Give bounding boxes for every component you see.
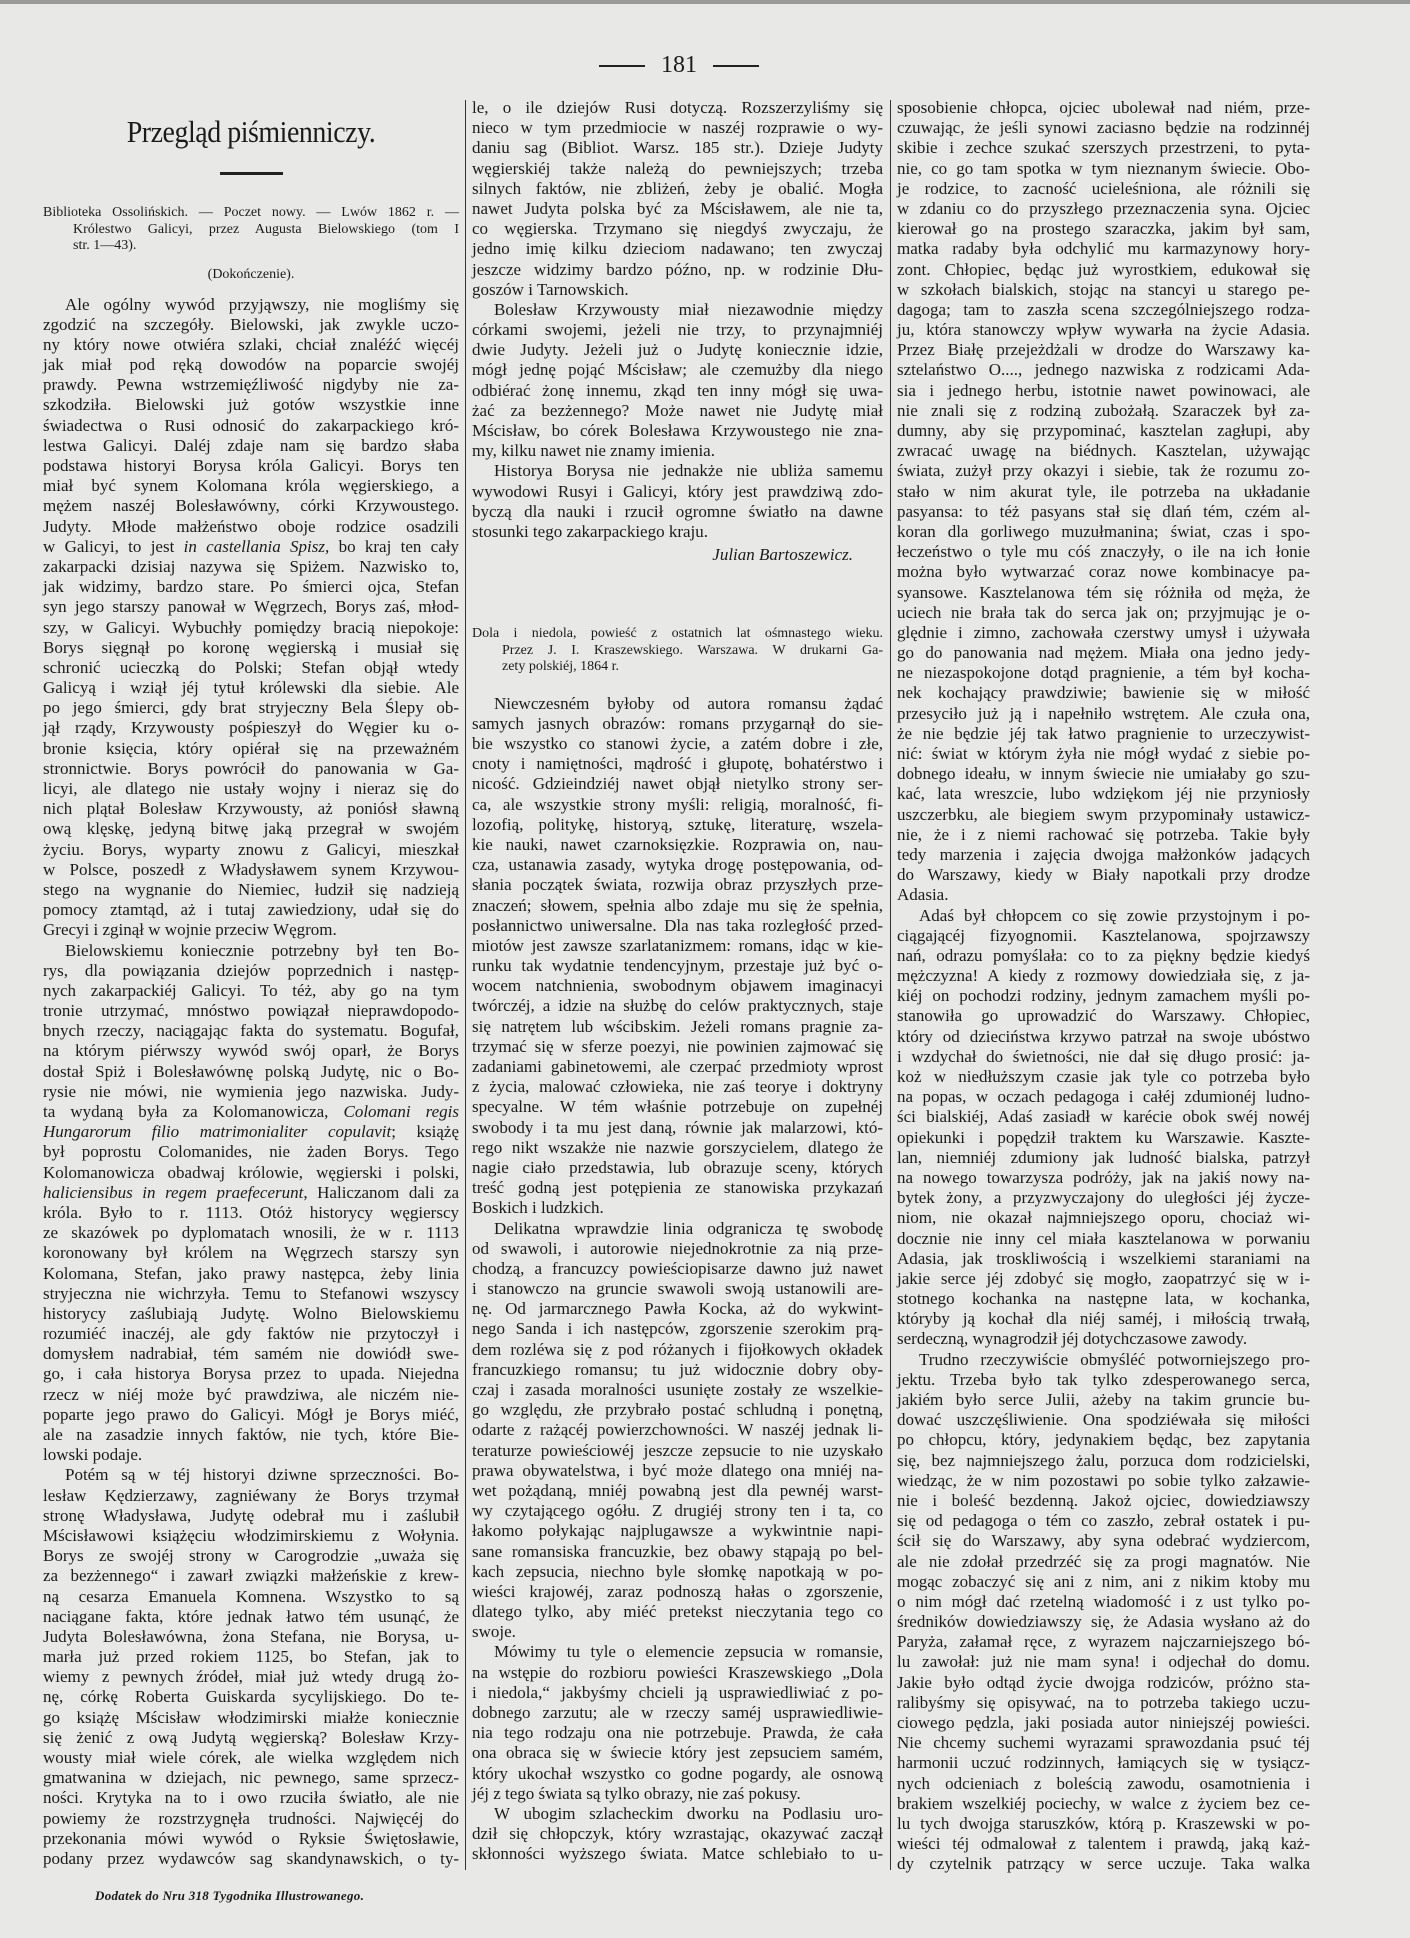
text-line: uciech nie brała tak do serca jak on; przyjmując je o- [897,602,1310,622]
section-title: Przegląd piśmienniczy. [126,114,376,149]
text-line: mogąc zobaczyć się ani z nim, ani z nikim ktoby mu [897,1571,1310,1591]
text-line: kie nauki, nawet czarnoksięzkie. Rozprawia on, nau- [472,834,883,854]
text-line: ca, ale wszystkie strony myśli: religią, moralność, fi- [472,794,883,814]
text-line: nego Sanda i ich następców, zgorszenie szerokim prą- [472,1319,883,1339]
text-line: Trudno rzeczywiście obmyśléć potworniejszego pro- [919,1349,1310,1369]
text-line: Nie chcemy suchemi wyrazami sprawozdania psuć téj [897,1733,1310,1753]
text-line: opiekunki i popędził traktem ku Warszawie. Kaszte- [897,1127,1310,1147]
column-2-text [472,98,883,1865]
italic-phrase: Hungarorum filio matrimonialiter copulavit [43,1122,392,1142]
text-line: ze skazówek po dyplomatach wnosili, że w r. 1113 [43,1223,459,1243]
text-line: Galicyą i wziął jéj tytuł królewski dla siebie. Ale [43,678,459,698]
text-line: gmatwanina w dziejach, nic pewnego, same sprzecz- [43,1768,459,1788]
text-line: Delikatna wprawdzie linia odgranicza tę swobodę [494,1218,883,1238]
text-line: powiemy że rozstrzygnęła trudności. Najwięcéj do [43,1808,459,1828]
text-line: jektu. Trzeba było tak tylko zdesperowanego serca, [897,1369,1310,1389]
text-line: od swawoli, i autorowie niejednokrotnie za nią prze- [472,1238,883,1258]
text-line: nę. Od jarmarcznego Pawła Kocka, aż do wykwint- [472,1299,883,1319]
text-line: silnych faktów, nie zbliżeń, żeby je obalić. Mogła [472,178,883,198]
text-line: Judyty. Młode małżeństwo oboje rodzice osadzili [43,516,459,536]
text-line: uszczerbku, ale biegiem swym przypominały ustawicz- [897,804,1310,824]
text-line: skłonności wyższego świata. Matce schlebiało to u- [472,1844,883,1864]
text-line: nia tego rodzaju ona nie potrzebuje. Prawda, że cała [472,1723,883,1743]
text-line: lu zawołał: już nie mam syna! i odjechał do domu. [897,1652,1310,1672]
text-line: nie, co go tam spotka w tym nieznanym świecie. Obo- [897,158,1310,178]
text-line: ju, która stanowczy wpływ wywarła na życie Adasia. [897,320,1310,340]
text-line: go do panowania nad mężem. Miała ona jedno jedy- [897,643,1310,663]
text-line: ną cesarza Emanuela Komnena. Wszystko to są [43,1586,459,1606]
text-line: dwie Judyty. Jeżeli już o Judytę koniecznie idzie, [472,340,883,360]
text-line: Jakie było odtąd życie dwojga rodziców, próżno sta- [897,1672,1310,1692]
text-line: stało w nim akurat tyle, ile potrzeba na układanie [897,481,1310,501]
text-line: się natrętem lub wścibskim. Jeżeli romans pragnie za- [472,1016,883,1036]
text-line: bytek żony, a przyzwyczajony do uległości jéj życze- [897,1188,1310,1208]
text-line: w szkołach bialskich, stojąc na stancyi u starego pe- [897,279,1310,299]
text-line: który ukochał wszystko co godne pogardy, ale osnową [472,1763,883,1783]
text-line: lesław Kędzierzawy, zagniéwany że Borys trzymał [43,1485,459,1505]
paragraph-block [43,1465,459,1869]
text-line: syn jego starszy panował w Węgrzech, Borys zaś, młod- [43,597,459,617]
text-line: bie wszystko co stanowi życie, a zatém dobre i złe, [472,734,883,753]
text-line: łakomo połykając najplugawsze a wykwintnie napi- [472,1521,883,1541]
text-line: sia i jednego herbu, istotnie nawet powinowaci, ale [897,380,1310,400]
text-line: ności. Krytyka na to i owo rzuciła światło, ale nie [43,1788,459,1808]
text-line: chodzą, a francuzcy powieściopisarze dawno już nawet [472,1258,883,1278]
text-line: rys, dla powiązania dziejów poprzednich i następ- [43,960,459,980]
text-line: go względu, złe przybrało postać schludną i ponętną, [472,1400,883,1420]
text-line: skibie i zechce szukać szerszych przestrzeni, to pyta- [897,138,1310,158]
text-line: życiu. Borys, wyparty znowu z Galicyi, mieszkał [43,839,459,859]
text-line: prawdy. Pewna wstrzemięźliwość nigdyby nie za- [43,375,459,395]
text-line: przekonania mówi wywód o Ryksie Świętosławie, [43,1828,459,1848]
text-line: ne niezaspokojone dotąd pragnienie, a tém był kocha- [897,663,1310,683]
text-line: Niewczesném byłoby od autora romansu żądać [494,693,883,713]
text-line: że nie będzie jéj tak łatwo pragnienie to urzeczywist- [897,723,1310,743]
text-line: W ubogim szlacheckim dworku na Podlasiu uro- [494,1803,883,1823]
text-line [43,1122,459,1142]
text-line: na wstępie do rozbioru powieści Kraszewskiego „Dola [472,1662,883,1682]
text-line: dować uszczęśliwienie. Ona spodziéwała się miłości [897,1410,1310,1430]
text-segment: , Haliczanom dali za [303,1182,459,1202]
paragraph-block [472,694,883,1219]
text-line: dobnego ideału, w innym świecie nie umiałaby go szu- [897,764,1310,784]
text-line: Dola i niedola, powieść z ostatnich lat ośmnastego wieku. [472,626,883,642]
text-line: ale nie zdołał przedrzéć się za progi magnatów. Nie [897,1551,1310,1571]
text-line: Biblioteka Ossolińskich. — Poczet nowy. — Lwów 1862 r. — [43,205,459,220]
text-line: teraturze powieściowéj jeszcze zepsucie to nie uzyskało [472,1440,883,1460]
text-line: podstawa historyi Borysa króla Galicyi. Borys ten [43,456,459,475]
text-line: któryby ją kochał dla niéj saméj, i miłością trwałą, [897,1309,1310,1329]
text-line: mógł jednę pojąć Mścisław; ale czemużby dla niego [472,360,883,380]
text-line: nich plątał Bolesław Krzywousty, aż poniósł sławną [43,799,459,819]
dash-ornament [599,65,645,67]
paragraph-block [897,1350,1310,1875]
text-line: ową klęskę, jedyną bitwę jaką przegrał w swojém [43,819,459,839]
text-line: sane romansiska francuzkie, bez obawy stąpają po bel- [472,1541,883,1561]
text-line: stego na wygnanie do Niemiec, łudził się nadzieją [43,879,459,899]
text-line: marła już przed rokiem 1125, bo Stefan, jak to [43,1647,459,1667]
italic-phrase: in castellania Spisz, [183,536,330,556]
text-line: historycy zaślubiają Judytę. Wolno Bielowskiemu [43,1303,459,1323]
text-line: do Warszawy, kiedy w Biały napotkali przy drodze [897,865,1310,885]
text-line: Ale ogólny wywód przyjąwszy, nie mogliśmy się [65,294,459,314]
text-line: odbiérać żonę innemu, zkąd ten inny mógł się uwa- [472,380,883,400]
column-3 [897,98,1310,1875]
text-line: nych zakarpackiéj Galicyi. To téż, aby go na tym [43,980,459,1000]
text-line: nie, że i z niemi rachować się potrzeba. Takie były [897,824,1310,844]
text-line: nieco w tym przedmiocie w naszéj rozprawie o wy- [472,118,883,138]
text-line: rysie nie mówi, nie wymienia jego nazwiska. Judy- [43,1081,459,1101]
text-line: można było wytwarzać coraz nowe kombinacye pa- [897,562,1310,582]
text-line: dumny, aby się przypominać, kasztelan zagłupi, aby [897,421,1310,440]
text-line: naciągane fakta, które jednak łatwo tém usunąć, że [43,1606,459,1626]
text-line: jął rządy, Krzywousty pośpieszył do Węgier ku o- [43,718,459,738]
paragraph-block [472,461,883,542]
text-line: dostał Spiż i Bolesławównę polską Judytę, nic o Bo- [43,1061,459,1081]
paragraph-block [472,300,883,462]
text-line: trzymać się w sferze poezyi, nie powinien zajmować się [472,1036,883,1056]
text-line: jak miał pod ręką dowodów na poparcie swojéj [43,355,459,375]
text-line: się żenić z ową Judytą węgierską? Bolesław Krzy- [43,1727,459,1747]
text-line: na nowego towarzysza podróży, jak na jakiś nowy na- [897,1167,1310,1187]
text-line: tronie utrzymać, mnóstwo powiązał nieprawdopodo- [43,1001,459,1021]
text-line: i stanowczo na gruncie swawoli swoją ustanowili are- [472,1279,883,1299]
text-line: stotnego kochanka na następne lata, w kochanka, [897,1289,1310,1309]
text-line: czaj i zasada moralności usunięte zostały ze wszelkie- [472,1380,883,1399]
text-line: żać za bezżennego? Może nawet nie Judytę miał [472,400,883,420]
text-line: cza, ustanawia zasady, wytyka drogę postępowania, od- [472,855,883,875]
text-line: koronowany był królem na Węgrzech starszy syn [43,1243,459,1263]
text-line: z życia, malować człowieka, nie zaś teorye i doktryny [472,1077,883,1097]
text-line: mężczyzna! A kiedy z rozmowy dowiedziała się, z ja- [897,966,1310,986]
text-line: ści bialskiéj, Adaś zasiadł w karécie obok swéj nowéj [897,1107,1310,1127]
text-line: jeszcze widzimy bardzo późno, np. w rodzinie Dłu- [472,259,883,279]
text-line: runku tak wydatnie tendencyjnym, przestaje już być o- [472,956,883,976]
text-line: Boskich i ludzkich. [472,1198,604,1218]
text-line: po jego śmierci, gdy brat stryjeczny Bela Ślepy ob- [43,698,459,718]
text-line: i wzdychał do świetności, nie dał się długo prosić: ja- [897,1046,1310,1066]
text-line: swoje. [472,1622,516,1642]
text-line: miotów jest zawsze szarlatanizmem: romans, idąc w kie- [472,935,883,955]
text-segment: bo kraj ten cały [329,536,459,556]
text-line: ralibyśmy się opisywać, na to potrzeba takiego uczu- [897,1692,1310,1712]
text-line: jak widzimy, bardzo stare. Po śmierci ojca, Stefan [43,577,459,597]
text-line: my, kilku nawet nie znamy imienia. [472,441,715,461]
text-line: Adaś był chłopcem co się zowie przystojnym i po- [919,905,1310,925]
text-line [43,1183,459,1203]
note-block: (Dokończenie). [207,266,295,282]
signature-block: Julian Bartoszewicz. [712,545,853,565]
text-line: licyi, ale dlatego nie ustały wojny i nieraz się do [43,779,459,798]
text-line: domysłem nadrabiał, tém samém nie dowiódł swe- [43,1344,459,1364]
text-line: kierował go na prostego szaraczka, jakim był sam, [897,219,1310,239]
text-line: Królestwo Galicyi, przez Augusta Bielowskiego (tom I [73,221,459,237]
text-line: posłannictwo uniwersalne. Dla nas taka rozległość przed- [472,915,883,935]
page-number-text: 181 [661,52,697,78]
text-line: zont. Chłopiec, będąc już wyrostkiem, edukował się [897,259,1310,279]
text-line: niom, nie okazał najmniejszego oporu, chociaż wi- [897,1208,1310,1228]
text-line: go książę Mścisław włodzimirski miałże koniecznie [43,1707,459,1727]
text-line: dził się chłopczyk, który wzrastając, okazywać zaczął [472,1824,883,1844]
text-line: się od pedagoga o tém co zaszło, zebrał ostatek i pu- [897,1511,1310,1531]
column-1 [43,0,459,1869]
text-line: nicość. Gdzieindziéj nawet objął nietylko strony ser- [472,774,883,794]
text-line: rzecz w niéj może być prawdziwa, ale niczém nie- [43,1384,459,1404]
text-line: wieści krajowéj, zaraz podnoszą hałas o zgorszenie, [472,1581,883,1601]
text-line: wieści téj odmalował z talentem i prawdą, jaką każ- [897,1834,1310,1854]
text-line: węgierskiéj także należą do pewniejszych; trzeba [472,158,883,178]
text-line: brakiem wszelkiéj pociechy, w walce z życiem bez ce- [897,1793,1310,1813]
text-line: ścił się do Warszawy, aby syna odebrać wydziercom, [897,1531,1310,1551]
text-line: je rodzice, to zacność ucieleśniona, ale różnili się [897,178,1310,198]
text-line: nie znali się z rodziną zubożałą. Szaraczek był za- [897,400,1310,420]
text-line: Adasia, jak troskliwością i wszelkiemi staraniami na [897,1248,1310,1268]
text-line: Bolesław Krzywousty miał niezawodnie między [494,299,883,319]
text-line: mężem naszéj Bolesławówny, córki Krzywoustego. [43,496,459,516]
text-line: koż w niedłuższym czasie jak tyle co potrzeba było [897,1067,1310,1086]
text-line: był poprostu Colomanides, nie żaden Borys. Tego [43,1142,459,1162]
text-line: ale na zasadzie innych faktów, nie tych, które Bie- [43,1425,459,1444]
text-line: Kolomanowicza obadwaj królowie, węgierski i polski, [43,1162,459,1182]
text-line: jedno imię kilku dzieciom nadawano; ten zwyczaj [472,239,883,259]
text-line: co węgierska. Trzymano się niegdyś zwyczaju, że [472,219,883,239]
text-line: nę, córkę Roberta Guiskarda sycylijskiego. Do te- [43,1687,459,1707]
text-segment: w Galicyi, to jest [43,536,184,556]
column-rule [465,100,466,1870]
text-line: stronę Władysława, Judytę odebrał mu i zaślubił [43,1505,459,1525]
text-line: twórczéj, a idzie na służbę do celów praktycznych, staje [472,996,883,1016]
text-line: nań, odrazu pomyślała: co to za piękny będzie kiedyś [897,945,1310,965]
text-line: kach zepsucia, niechno byle słomkę napotkają w po- [472,1561,883,1581]
text-line: wiedząc, że w nim pozostawi po sobie tylko załzawie- [897,1470,1310,1490]
text-line: wywodowi Rusyi i Galicyi, który jest prawdziwą zdo- [472,481,883,501]
text-line: nagie ciało przedstawia, lub obrazuje sceny, których [472,1157,883,1177]
text-line: le, o ile dziejów Rusi dotyczą. Rozszerzyliśmy się [472,98,883,117]
text-line: bronie księcia, który opiérał się na przeważném [43,738,459,758]
text-line: dlatego tylko, aby miéć pretekst nieczytania tego co [472,1602,883,1622]
text-line: rozumiéć inaczéj, ale gdy faktów nie przytoczył i [43,1324,459,1344]
text-line: stosunki tego zakarpackiego kraju. [472,521,709,541]
text-line: pasyansa: to téż pasyans stał się dlań tém, czém al- [897,501,1310,521]
text-line: Bielowskiemu koniecznie potrzebny był ten Bo- [65,940,459,960]
text-line: francuzkiego romansu; tu już widocznie dobry oby- [472,1359,883,1379]
text-line: tedy marzenia i zajęcia dwojga małżonków jadących [897,844,1310,864]
text-line: który od dzieciństwa krzywo patrzał na swoje ubóstwo [897,1026,1310,1046]
text-line: lozofią, politykę, historyą, sztukę, literaturę, wszela- [472,814,883,834]
text-line: zakarpacki dzisiaj nazywa się Spiżem. Nazwisko to, [43,556,459,576]
text-line: łeczeństwo o tyle mu cóś znaczyły, o ile na ich łonie [897,542,1310,562]
text-line: cnoty i namiętności, mądrość i głupotę, bohatérstwo i [472,754,883,774]
text-line: nić: świat w którym żyła nie mógł wydać z siebie po- [897,744,1310,763]
text-line: sposobienie chłopca, ojciec ubolewał nad niém, prze- [897,98,1310,117]
text-line: lan, niemniéj zdumiony jak ludność bialska, patrzył [897,1147,1310,1167]
text-line: swobody i ta mu jest daną, równie jak malarzowi, któ- [472,1117,883,1137]
text-line: Grecyi i zginął w wojnie przeciw Węgrom. [43,920,337,940]
text-line: dobnego zarzutu; ale w rzeczy saméj usprawiedliwie- [472,1703,883,1722]
paragraph-continued-block [472,98,883,300]
text-line: Kolomana, Stefan, jako prawy następca, żeby linia [43,1263,459,1283]
italic-phrase: haliciensibus in regem praefecerunt [43,1182,304,1202]
text-line: Mścisławowi książęciu włodzimirskiemu z Wołynia. [43,1525,459,1545]
text-line: jakie serce jéj zdobyć się mogło, zaopatrzyć się w i- [897,1268,1310,1288]
text-line: jéj z tego świata są tylko obrazy, nie zaś pokusy. [472,1783,801,1803]
text-line: średników dowiedziawszy się, że Adasia wysłano aż do [897,1612,1310,1632]
paragraph-block [472,1804,883,1865]
italic-phrase: Colomani regis [343,1102,459,1121]
supplement-footer: Dodatek do Nru 318 Tygodnika Illustrowanego. [95,1888,365,1903]
text-line: str. 1—43). [73,238,137,253]
text-line: Przez J. I. Kraszewskiego. Warszawa. W drukarni Ga- [502,642,883,658]
text-line: go, i cała historya Borysa przez to upada. Niejedna [43,1364,459,1384]
text-line: czuwając, że jeśli synowi zaciasno będzie na rodzinnéj [897,118,1310,138]
text-line [43,537,459,557]
text-line: ględnie i zimno, zachowała czerstwy umysł i używała [897,622,1310,642]
text-line: stryjeczna nie wichrzyła. Temu to Stefanowi wszyscy [43,1283,459,1303]
text-line: samych jasnych obrazów: romans przygarnął do sie- [472,713,883,733]
text-line: sztelaństwo O...., jednego nazwiska z rodzicami Ada- [897,360,1310,380]
page-number [579,50,779,80]
text-line: dem rozléwa się z pod różanych i fijołkowych okładek [472,1339,883,1359]
text-line: odarte z rażącéj powierzchowności. W naszéj jednak li- [472,1420,883,1440]
text-line: ny który nowe otwiéra szlaki, chciał znaléźć więcéj [43,334,459,354]
text-line: stronnictwie. Borys powrócił do panowania w Ga- [43,758,459,778]
text-line: Mówimy tu tyle o elemencie zepsucia w romansie, [494,1642,883,1662]
citation-block [43,205,459,255]
text-line: goszów i Tarnowskich. [472,279,629,299]
text-line: rego nikt wszakże nie nazwie gorszycielem, dlatego że [472,1137,883,1157]
text-line: poparte jego prawo do Galicyi. Mógł je Borys miéć, [43,1404,459,1424]
text-line: przesyciło już ją i napełniło wstrętem. Ale czuła ona, [897,703,1310,723]
text-line: w Polsce, poszedł z Władysławem synem Krzywou- [43,859,459,879]
text-line: lestwa Galicyi. Daléj zdaje nam się bardzo słaba [43,435,459,455]
text-line: kać, lata wreszcie, lubo wdziękom jéj nie przyniosły [897,784,1310,804]
text-line: Judyta Bolesławówna, żona Stefana, nie Borysa, u- [43,1626,459,1646]
text-line: matka radaby była odchylić mu karmazynowy hory- [897,239,1310,259]
text-line: na popas, w oczach pedagoga i całéj zdumionéj ludno- [897,1087,1310,1107]
text-line: w zdaniu co do przyszłego przeznaczenia syna. Ojciec [897,198,1310,218]
text-line: nie i boleść bezdenną. Jakoż ojciec, dowiedziawszy [897,1490,1310,1510]
text-line: zwracać uwagę na biédnych. Kasztelan, używając [897,441,1310,461]
text-line: wousty miał wiele córek, ale wielka względem nich [43,1748,459,1767]
text-line: o nim mógł dać rzetelną wiadomość i z ust tylko po- [897,1591,1310,1611]
text-line: króla. Było to r. 1113. Otóż historycy węgierscy [43,1202,459,1222]
text-line: wocem natchnienia, swobodnym objawem imaginacyi [472,976,883,996]
text-line: znaczeń; słowem, spełnia albo zdaje mu się że spełnia, [472,895,883,915]
citation-block [472,626,883,676]
text-line: specyalne. W tém właśnie potrzebuje on zupełnéj [472,1097,883,1117]
text-line: zety polskiéj, 1864 r. [502,659,620,675]
text-line: podany przez wydawców sag skandynawskich, o ty- [43,1848,459,1868]
text-line: Przez Białę przejeżdżali w drodze do Warszawy ka- [897,340,1310,360]
text-line: dy czytelnik patrzący w serce uczuje. Taka walka [897,1854,1310,1874]
text-line: nek kochający prawdziwie; bawienie się w miłość [897,683,1310,703]
text-line: zadaniami gabinetowemi, ale czerpać przedmioty wprost [472,1057,883,1076]
text-line: wet pożądaną, mniéj powabną jest dla pewnéj warst- [472,1480,883,1500]
text-line: jakiém było serce Julii, ażeby na takim gruncie bu- [897,1390,1310,1409]
text-line: treść godną jest potępienia ze stanowiska przykazań [472,1178,883,1198]
text-line: Adasia. [897,885,949,905]
text-segment: ta wydaną była za Kolomanowicza, [43,1102,344,1121]
text-line: zgodzić na szczegóły. Bielowski, jak zwykle uczo- [43,314,459,334]
text-line: dagoga; tam to zaszła scena szczególniejszego rodza- [897,299,1310,319]
text-line [43,1102,459,1122]
text-line: Borys sięgnął po koronę węgierską i musiał się [43,637,459,657]
text-line: Mścisław, bo córek Bolesława Krzywoustego nie zna- [472,421,883,440]
text-line: Paryża, załamał ręce, z wyrazem najczarniejszego bó- [897,1632,1310,1652]
dash-ornament [713,65,759,67]
text-line: serdeczną, wynagrodził jéj dotychczasowe zawody. [897,1329,1248,1349]
text-line: świata, zużył przy okazyi i siebie, tak że rozumu zo- [897,461,1310,481]
paragraph-block [897,906,1310,1350]
text-line: byczą dla nauki i rzucił ogromne światło na dawne [472,501,883,521]
column-rule [890,100,891,1870]
text-line: miał być synem Kolomana króla węgierskiego, a [43,476,459,496]
text-line: harmonii uczuć rodzinnych, łamiących się w tysiącz- [897,1753,1310,1773]
paragraph-block [43,941,459,1466]
text-line: słania początek świata, rozwija obraz przyszłych prze- [472,875,883,895]
paragraph-continued-block [897,98,1310,906]
text-line: daniu sag (Bibliot. Warsz. 185 str.). Dzieje Judyty [472,138,883,158]
text-line: koran dla gorliwego muzułmanina; świat, czas i spo- [897,521,1310,541]
text-line: stanowiła go uprowadzić do Warszawy. Chłopiec, [897,1006,1310,1026]
column-1-text [43,205,459,1869]
text-line: lowski podaje. [43,1445,143,1465]
text-line: wiemy z pewnych źródeł, miał już wtedy drugą żo- [43,1667,459,1687]
text-line: docznie nie inny cel miała kasztelanowa w porwaniu [897,1228,1310,1248]
text-line: szy, w Galicyi. Wybuchły pomiędzy bracią niepokoje: [43,617,459,637]
text-line: za bezżennego“ i zawarł związki małżeńskie z krew- [43,1566,459,1586]
paragraph-block [472,1642,883,1804]
paragraph-block [43,295,459,941]
text-line: prawa obywatelstwa, i być może dlatego ona mniéj na- [472,1460,883,1480]
text-line: się, bez najmniejszego żalu, porzuca dom rodzicielski, [897,1450,1310,1470]
text-line: lu tych dwojga staruszków, którą p. Kraszewski w po- [897,1813,1310,1833]
text-line: kiéj on pochodzi rodziny, jednym zamachem myśli po- [897,986,1310,1006]
text-line: ciowego pędzla, jaki posiada autor niniejszéj powieści. [897,1713,1310,1732]
text-line: bnych rzeczy, naciągając fakta do systematu. Bogufał, [43,1021,459,1041]
text-line: Borys ze swojéj strony w Carogrodzie „uważa się [43,1546,459,1566]
text-line: syansowe. Kasztelanowa tém się różniła od męża, że [897,582,1310,602]
text-line: Potém są w téj historyi dziwne sprzeczności. Bo- [65,1465,459,1485]
text-line: pomocy ztamtąd, aż i tutaj zawiedziony, udał się do [43,900,459,920]
text-line: i niedola,“ jakbyśmy chcieli ją usprawiedliwiać z po- [472,1682,883,1702]
title-divider [220,172,283,175]
text-segment: ; książę [391,1122,459,1142]
text-line: szkodziła. Bielowski już gotów wszystkie inne [43,395,459,415]
column-3-text [897,98,1310,1875]
text-line: po chłopcu, który, jedynakiem będąc, bez zapytania [897,1430,1310,1450]
text-line: ciągającéj fizyognomii. Kasztelanowa, spojrzawszy [897,925,1310,945]
text-line: córkami swojemi, jeżeli nie trzy, to przynajmniéj [472,320,883,340]
text-line: na którym piérwszy wywód swój oparł, że Borys [43,1041,459,1061]
text-line: Historya Borysa nie jednakże nie ubliża samemu [494,461,883,481]
text-line: wy czytającego ogółu. Z drugiéj strony ten i ta, co [472,1501,883,1521]
text-line: schronić ucieczką do Polski; Stefan objął wtedy [43,657,459,677]
paragraph-block [472,1219,883,1643]
text-line: świadectwa o Rusi odnosić do zakarpackiego kró- [43,415,459,435]
text-line: nych odcieniach z boleścią zawodu, osamotnienia i [897,1773,1310,1793]
text-line: nawet Judyta polska być za Mścisławem, ale nie ta, [472,198,883,218]
text-line: ona obraca się w świecie który jest zepsuciem samém, [472,1743,883,1763]
column-2 [472,98,883,1865]
